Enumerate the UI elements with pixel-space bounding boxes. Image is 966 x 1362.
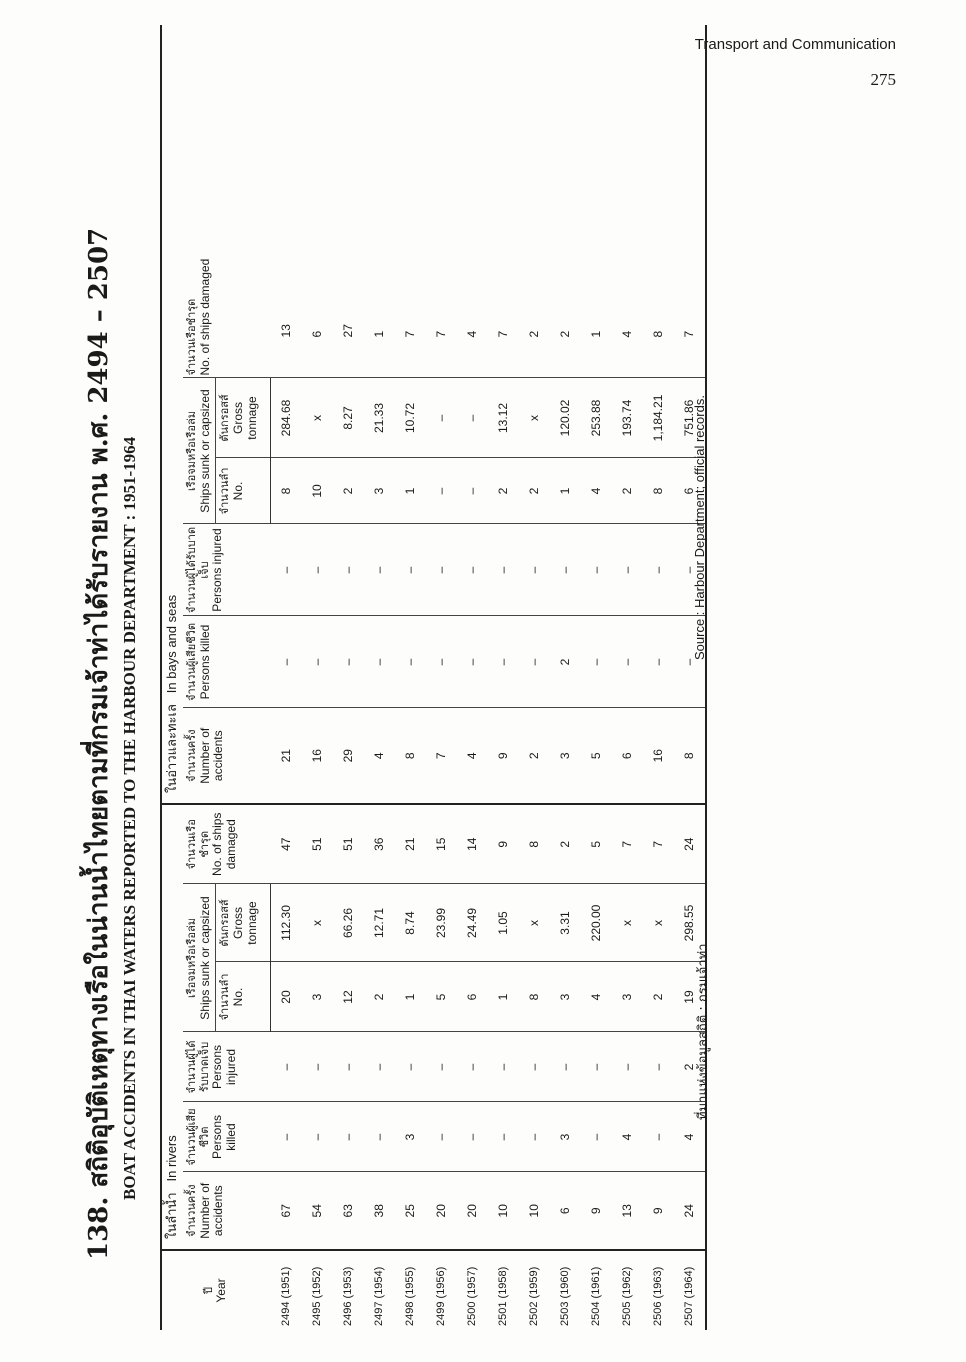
cell-r-acc: 25 xyxy=(395,1172,426,1250)
cell-r-no: 20 xyxy=(270,962,302,1032)
cell-r-injured: 2 xyxy=(674,1032,706,1102)
cell-r-no: 3 xyxy=(612,962,643,1032)
cell-s-acc: 2 xyxy=(519,708,550,804)
cell-s-no: 3 xyxy=(364,458,395,524)
cell-s-acc: 4 xyxy=(457,708,488,804)
cell-s-ton: 284.68 xyxy=(270,378,302,458)
section-header: Transport and Communication xyxy=(694,36,896,53)
cell-r-no: 6 xyxy=(457,962,488,1032)
cell-r-dmg: 7 xyxy=(612,804,643,884)
cell-r-no: 8 xyxy=(519,962,550,1032)
cell-s-dmg: 13 xyxy=(270,25,302,378)
cell-s-injured: – xyxy=(457,524,488,616)
table-row xyxy=(643,25,674,1330)
cell-s-acc: 3 xyxy=(550,708,581,804)
cell-s-ton: 193.74 xyxy=(612,378,643,458)
cell-r-killed: – xyxy=(581,1102,612,1172)
table-row xyxy=(426,25,457,1330)
cell-r-no: 2 xyxy=(364,962,395,1032)
cell-r-injured: – xyxy=(395,1032,426,1102)
col-bays-sunk: เรือจมหรือเรือล่ม Ships sunk or capsized xyxy=(183,378,216,524)
cell-year: 2495 (1952) xyxy=(311,1266,324,1326)
cell-r-dmg: 5 xyxy=(581,804,612,884)
cell-s-killed: – xyxy=(395,616,426,708)
cell-r-acc: 20 xyxy=(457,1172,488,1250)
table-row xyxy=(519,25,550,1330)
cell-s-ton: 1,184.21 xyxy=(643,378,674,458)
cell-year: 2503 (1960) xyxy=(559,1266,572,1326)
cell-r-killed: 4 xyxy=(612,1102,643,1172)
col-rivers-damaged: จำนวนเรือชำรุด No. of ships damaged xyxy=(183,804,270,884)
cell-s-killed: – xyxy=(674,616,706,708)
cell-r-ton: 12.71 xyxy=(364,884,395,962)
cell-r-acc: 13 xyxy=(612,1172,643,1250)
table-row xyxy=(674,25,706,1330)
cell-r-no: 4 xyxy=(581,962,612,1032)
cell-r-no: 3 xyxy=(550,962,581,1032)
cell-s-ton: 120.02 xyxy=(550,378,581,458)
table-row xyxy=(302,25,333,1330)
cell-s-ton: 8.27 xyxy=(333,378,364,458)
cell-r-killed: 3 xyxy=(395,1102,426,1172)
cell-s-injured: – xyxy=(270,524,302,616)
cell-year: 2499 (1956) xyxy=(435,1266,448,1326)
cell-s-acc: 16 xyxy=(302,708,333,804)
cell-s-injured: – xyxy=(302,524,333,616)
cell-s-acc: 5 xyxy=(581,708,612,804)
cell-r-injured: – xyxy=(426,1032,457,1102)
cell-r-no: 2 xyxy=(643,962,674,1032)
cell-s-no: 1 xyxy=(550,458,581,524)
cell-s-ton: 751.86 xyxy=(674,378,706,458)
cell-s-acc: 6 xyxy=(612,708,643,804)
cell-s-killed: – xyxy=(457,616,488,708)
cell-s-acc: 9 xyxy=(488,708,519,804)
cell-s-injured: – xyxy=(674,524,706,616)
col-bays-injured: จำนวนผู้ได้รับบาดเจ็บ Persons injured xyxy=(183,524,270,616)
cell-s-injured: – xyxy=(643,524,674,616)
table-row xyxy=(333,25,364,1330)
cell-s-dmg: 7 xyxy=(488,25,519,378)
cell-r-dmg: 51 xyxy=(302,804,333,884)
cell-year: 2497 (1954) xyxy=(373,1266,386,1326)
cell-s-killed: – xyxy=(270,616,302,708)
cell-r-dmg: 8 xyxy=(519,804,550,884)
cell-s-no: 8 xyxy=(643,458,674,524)
rotated-table-page xyxy=(60,100,780,1340)
cell-year: 2494 (1951) xyxy=(279,1266,292,1326)
cell-r-ton: 112.30 xyxy=(270,884,302,962)
cell-s-killed: – xyxy=(519,616,550,708)
cell-r-ton: 1.05 xyxy=(488,884,519,962)
cell-r-killed: – xyxy=(488,1102,519,1172)
cell-s-no: 8 xyxy=(270,458,302,524)
cell-r-acc: 9 xyxy=(643,1172,674,1250)
boat-accidents-table xyxy=(160,25,707,1330)
table-row xyxy=(488,25,519,1330)
cell-s-killed: – xyxy=(426,616,457,708)
cell-r-injured: – xyxy=(364,1032,395,1102)
cell-s-killed: – xyxy=(612,616,643,708)
table-row xyxy=(457,25,488,1330)
cell-s-dmg: 2 xyxy=(519,25,550,378)
source-note-english: Source : Harbour Department; official records. xyxy=(692,395,707,660)
cell-s-acc: 16 xyxy=(643,708,674,804)
table-row xyxy=(612,25,643,1330)
col-bays-accidents: จำนวนครั้ง Number of accidents xyxy=(183,708,270,804)
cell-r-no: 3 xyxy=(302,962,333,1032)
col-bays-killed: จำนวนผู้เสียชีวิต Persons killed xyxy=(183,616,270,708)
cell-r-killed: – xyxy=(457,1102,488,1172)
cell-s-dmg: 7 xyxy=(674,25,706,378)
cell-year: 2496 (1953) xyxy=(342,1266,355,1326)
cell-s-killed: – xyxy=(302,616,333,708)
source-note-thai: ที่มาแห่งข้อมูลสถิติ : กรมเจ้าท่า xyxy=(696,943,711,1120)
cell-s-injured: – xyxy=(364,524,395,616)
cell-s-acc: 7 xyxy=(426,708,457,804)
cell-s-acc: 21 xyxy=(270,708,302,804)
cell-r-dmg: 21 xyxy=(395,804,426,884)
cell-r-ton: x xyxy=(612,884,643,962)
cell-s-acc: 8 xyxy=(674,708,706,804)
col-rivers-accidents: จำนวนครั้ง Number of accidents xyxy=(183,1172,270,1250)
cell-year: 2502 (1959) xyxy=(528,1266,541,1326)
cell-r-ton: x xyxy=(519,884,550,962)
cell-year: 2498 (1955) xyxy=(404,1266,417,1326)
cell-r-acc: 38 xyxy=(364,1172,395,1250)
cell-r-no: 12 xyxy=(333,962,364,1032)
cell-s-no: 4 xyxy=(581,458,612,524)
cell-s-dmg: 6 xyxy=(302,25,333,378)
table-row xyxy=(581,25,612,1330)
cell-r-killed: – xyxy=(270,1102,302,1172)
cell-r-injured: – xyxy=(519,1032,550,1102)
cell-r-killed: 3 xyxy=(550,1102,581,1172)
cell-r-killed: 4 xyxy=(674,1102,706,1172)
cell-s-no: 2 xyxy=(612,458,643,524)
cell-r-injured: – xyxy=(643,1032,674,1102)
cell-s-dmg: 2 xyxy=(550,25,581,378)
cell-r-acc: 54 xyxy=(302,1172,333,1250)
cell-s-injured: – xyxy=(581,524,612,616)
cell-s-dmg: 27 xyxy=(333,25,364,378)
cell-s-no: 1 xyxy=(395,458,426,524)
cell-r-injured: – xyxy=(270,1032,302,1102)
cell-s-ton: 13.12 xyxy=(488,378,519,458)
col-rivers-sunk-no: จำนวนลำ No. xyxy=(216,962,270,1032)
cell-r-dmg: 14 xyxy=(457,804,488,884)
cell-r-acc: 67 xyxy=(270,1172,302,1250)
cell-r-dmg: 47 xyxy=(270,804,302,884)
cell-year: 2505 (1962) xyxy=(621,1266,634,1326)
cell-r-killed: – xyxy=(302,1102,333,1172)
cell-r-acc: 10 xyxy=(519,1172,550,1250)
cell-s-dmg: 4 xyxy=(612,25,643,378)
cell-r-acc: 24 xyxy=(674,1172,706,1250)
cell-year: 2501 (1958) xyxy=(497,1266,510,1326)
cell-s-injured: – xyxy=(395,524,426,616)
col-bays-sunk-tonnage: ตันกรอสส์ Gross tonnage xyxy=(216,378,270,458)
col-bays-damaged: จำนวนเรือชำรุด No. of ships damaged xyxy=(183,25,270,378)
cell-s-ton: x xyxy=(302,378,333,458)
cell-r-killed: – xyxy=(643,1102,674,1172)
group-header-bays: ในอ่าวและทะเล In bays and seas xyxy=(161,25,183,804)
cell-s-dmg: 7 xyxy=(426,25,457,378)
cell-r-ton: 3.31 xyxy=(550,884,581,962)
cell-s-killed: – xyxy=(643,616,674,708)
page-number: 275 xyxy=(870,70,896,89)
cell-s-ton: – xyxy=(457,378,488,458)
cell-r-dmg: 24 xyxy=(674,804,706,884)
cell-s-killed: 2 xyxy=(550,616,581,708)
table-row xyxy=(395,25,426,1330)
cell-r-acc: 63 xyxy=(333,1172,364,1250)
cell-s-injured: – xyxy=(333,524,364,616)
table-row xyxy=(270,25,302,1330)
table-row xyxy=(550,25,581,1330)
cell-r-injured: – xyxy=(457,1032,488,1102)
cell-s-dmg: 4 xyxy=(457,25,488,378)
cell-s-killed: – xyxy=(364,616,395,708)
cell-r-ton: x xyxy=(643,884,674,962)
cell-s-killed: – xyxy=(333,616,364,708)
cell-r-ton: 24.49 xyxy=(457,884,488,962)
cell-r-injured: – xyxy=(612,1032,643,1102)
cell-r-no: 1 xyxy=(395,962,426,1032)
col-rivers-sunk: เรือจมหรือเรือล่ม Ships sunk or capsized xyxy=(183,884,216,1032)
cell-s-dmg: 1 xyxy=(364,25,395,378)
cell-r-killed: – xyxy=(333,1102,364,1172)
cell-s-acc: 4 xyxy=(364,708,395,804)
cell-r-dmg: 9 xyxy=(488,804,519,884)
cell-s-ton: 10.72 xyxy=(395,378,426,458)
cell-year: 2504 (1961) xyxy=(590,1266,603,1326)
cell-s-injured: – xyxy=(550,524,581,616)
cell-r-acc: 9 xyxy=(581,1172,612,1250)
cell-r-dmg: 51 xyxy=(333,804,364,884)
cell-s-no: 6 xyxy=(674,458,706,524)
cell-r-killed: – xyxy=(426,1102,457,1172)
cell-r-no: 1 xyxy=(488,962,519,1032)
cell-r-injured: – xyxy=(550,1032,581,1102)
cell-s-dmg: 8 xyxy=(643,25,674,378)
cell-r-dmg: 15 xyxy=(426,804,457,884)
cell-r-no: 19 xyxy=(674,962,706,1032)
cell-r-injured: – xyxy=(333,1032,364,1102)
cell-r-killed: – xyxy=(364,1102,395,1172)
cell-s-acc: 29 xyxy=(333,708,364,804)
cell-s-injured: – xyxy=(612,524,643,616)
cell-year: 2500 (1957) xyxy=(466,1266,479,1326)
cell-r-acc: 20 xyxy=(426,1172,457,1250)
col-rivers-sunk-tonnage: ตันกรอสส์ Gross tonnage xyxy=(216,884,270,962)
cell-r-no: 5 xyxy=(426,962,457,1032)
col-year-header: ปี Year xyxy=(201,1278,229,1303)
cell-r-injured: – xyxy=(302,1032,333,1102)
cell-s-no: 10 xyxy=(302,458,333,524)
cell-s-no: 2 xyxy=(488,458,519,524)
cell-s-dmg: 1 xyxy=(581,25,612,378)
cell-year: 2506 (1963) xyxy=(652,1266,665,1326)
cell-s-acc: 8 xyxy=(395,708,426,804)
cell-s-injured: – xyxy=(488,524,519,616)
col-rivers-injured: จำนวนผู้ได้รับบาดเจ็บ Persons injured xyxy=(183,1032,270,1102)
col-bays-sunk-no: จำนวนลำ No. xyxy=(216,458,270,524)
cell-r-killed: – xyxy=(519,1102,550,1172)
cell-s-no: 2 xyxy=(519,458,550,524)
cell-r-acc: 10 xyxy=(488,1172,519,1250)
cell-s-killed: – xyxy=(581,616,612,708)
group-header-rivers: ในลำน้ำ In rivers xyxy=(161,804,183,1250)
cell-r-dmg: 36 xyxy=(364,804,395,884)
cell-s-ton: x xyxy=(519,378,550,458)
cell-r-acc: 6 xyxy=(550,1172,581,1250)
cell-r-injured: – xyxy=(488,1032,519,1102)
cell-r-ton: 23.99 xyxy=(426,884,457,962)
cell-s-no: – xyxy=(426,458,457,524)
cell-s-ton: 253.88 xyxy=(581,378,612,458)
col-rivers-killed: จำนวนผู้เสียชีวิต Persons killed xyxy=(183,1102,270,1172)
cell-s-dmg: 7 xyxy=(395,25,426,378)
cell-s-injured: – xyxy=(519,524,550,616)
cell-s-no: – xyxy=(457,458,488,524)
cell-r-dmg: 2 xyxy=(550,804,581,884)
cell-s-no: 2 xyxy=(333,458,364,524)
cell-s-ton: 21.33 xyxy=(364,378,395,458)
cell-s-ton: – xyxy=(426,378,457,458)
cell-s-injured: – xyxy=(426,524,457,616)
table-row xyxy=(364,25,395,1330)
cell-r-dmg: 7 xyxy=(643,804,674,884)
cell-r-ton: x xyxy=(302,884,333,962)
cell-year: 2507 (1964) xyxy=(683,1266,696,1326)
cell-r-ton: 220.00 xyxy=(581,884,612,962)
table-title-thai: 138. สถิติอุบัติเหตุทางเรือในน่านน้ำไทยตามที่กรมเจ้าท่าได้รับรายงาน พ.ศ. 2494 – 2507 xyxy=(84,227,114,1260)
table-title-english: BOAT ACCIDENTS IN THAI WATERS REPORTED TO THE HARBOUR DEPARTMENT : 1951-1964 xyxy=(120,436,139,1200)
cell-r-ton: 298.55 xyxy=(674,884,706,962)
cell-r-ton: 66.26 xyxy=(333,884,364,962)
cell-r-injured: – xyxy=(581,1032,612,1102)
cell-r-ton: 8.74 xyxy=(395,884,426,962)
cell-s-killed: – xyxy=(488,616,519,708)
